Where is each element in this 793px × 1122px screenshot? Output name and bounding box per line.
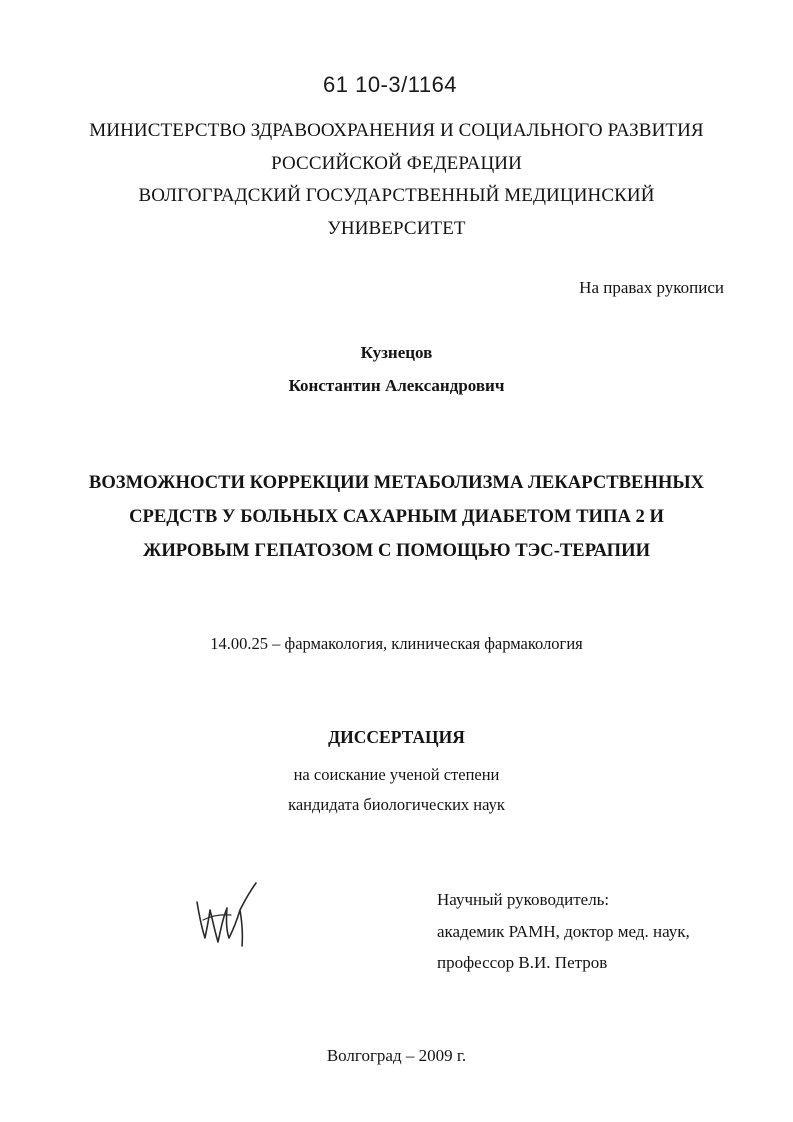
manuscript-note: На правах рукописи <box>579 278 724 297</box>
university-line-1: ВОЛГОГРАДСКИЙ ГОСУДАРСТВЕННЫЙ МЕДИЦИНСКИЙ <box>138 185 655 206</box>
title-line-2: СРЕДСТВ У БОЛЬНЫХ САХАРНЫМ ДИАБЕТОМ ТИПА 2 И <box>129 506 664 527</box>
supervisor-name: профессор В.И. Петров <box>437 953 608 972</box>
supervisor-label: Научный руководитель: <box>437 890 610 909</box>
document-type: ДИССЕРТАЦИЯ <box>328 727 465 747</box>
degree-line-2: кандидата биологических наук <box>288 795 505 814</box>
title-line-3: ЖИРОВЫМ ГЕПАТОЗОМ С ПОМОЩЬЮ ТЭС-ТЕРАПИИ <box>142 540 651 561</box>
ministry-header <box>0 115 793 245</box>
university-line-2: УНИВЕРСИТЕТ <box>327 217 466 239</box>
supervisor-block <box>437 884 690 979</box>
signature-icon <box>193 880 263 955</box>
ministry-line-1: МИНИСТЕРСТВО ЗДРАВООХРАНЕНИЯ И СОЦИАЛЬНОГО РАЗВИТИЯ <box>89 120 704 141</box>
supervisor-position: академик РАМН, доктор мед. наук, <box>437 921 690 941</box>
author-surname: Кузнецов <box>360 343 433 362</box>
degree-info <box>0 760 793 820</box>
specialty-code: 14.00.25 – фармакология, клиническая фармакология <box>210 634 583 653</box>
ministry-line-2: РОССИЙСКОЙ ФЕДЕРАЦИИ <box>271 152 522 174</box>
archive-stamp: 61 10-3/1164 <box>323 72 458 97</box>
degree-line-1: на соискание ученой степени <box>293 765 500 784</box>
title-line-1: ВОЗМОЖНОСТИ КОРРЕКЦИИ МЕТАБОЛИЗМА ЛЕКАРСТВЕННЫХ <box>88 472 705 493</box>
city-year: Волгоград – 2009 г. <box>326 1046 467 1065</box>
dissertation-title <box>0 466 793 568</box>
author-given-names: Константин Александрович <box>288 376 505 395</box>
